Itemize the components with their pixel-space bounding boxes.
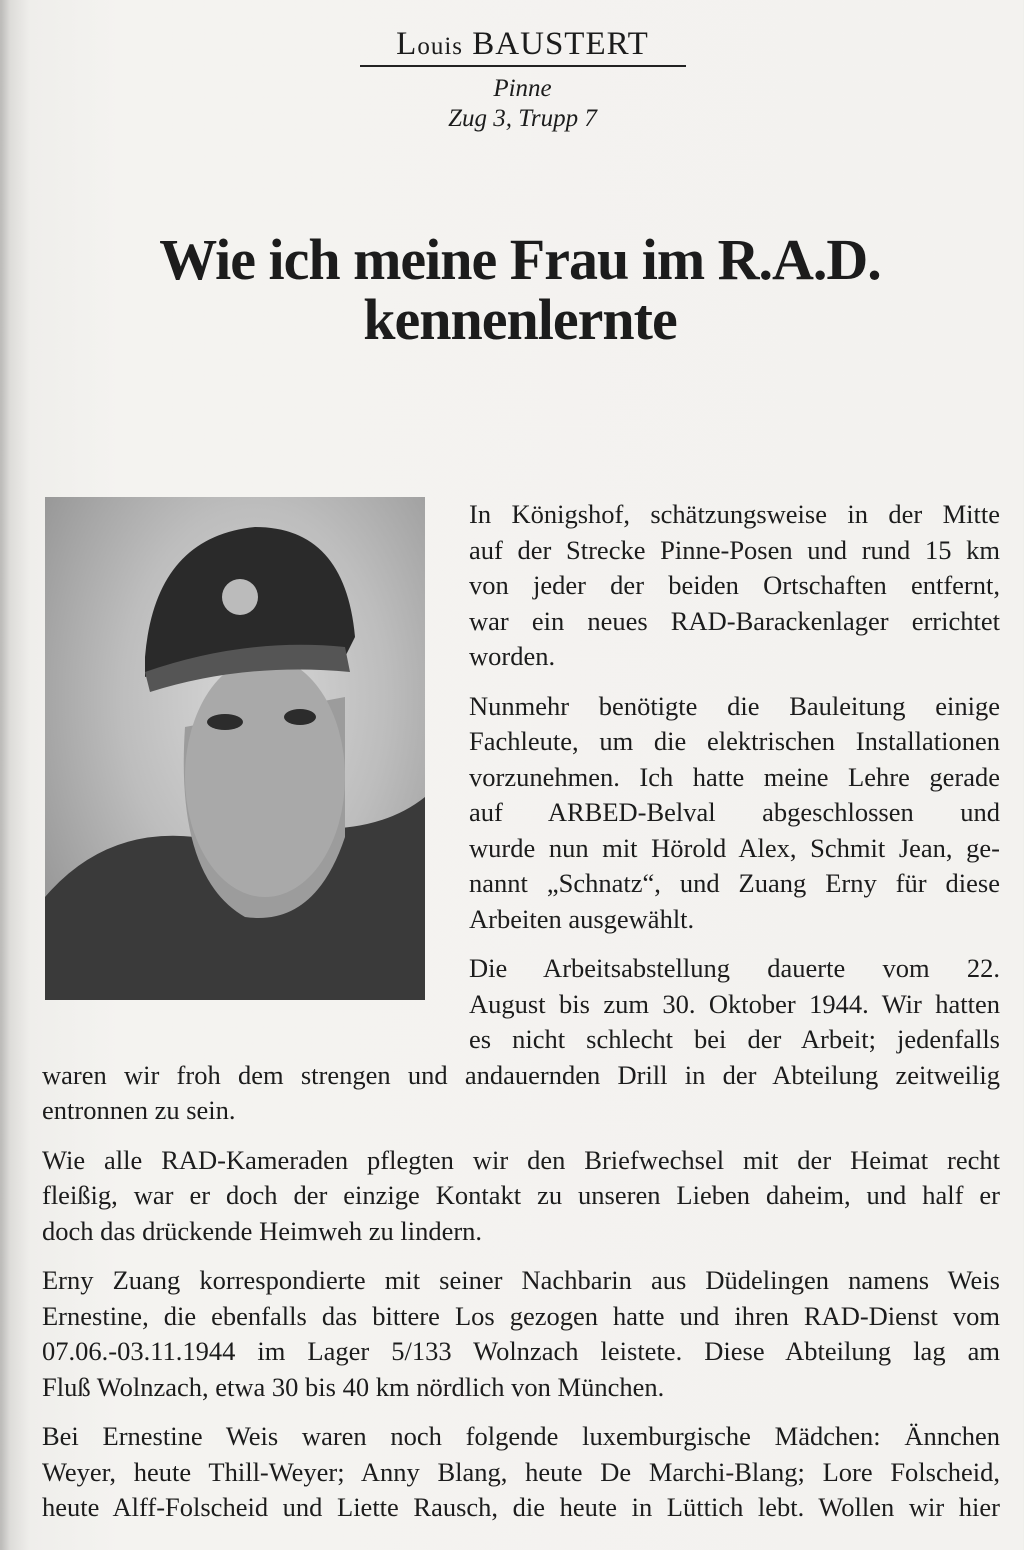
text-line: nannt „Schnatz“, und Zuang Erny für diese xyxy=(469,868,1000,898)
text-line: doch das drückende Heimweh zu lindern. xyxy=(42,1215,483,1246)
text-line: wurde nun mit Hörold Alex, Schmit Jean, ge- xyxy=(469,832,1000,863)
text-line: war ein neues RAD-Barackenlager errichtet xyxy=(469,605,1000,636)
author-name: Louis BAUSTERT xyxy=(396,26,649,62)
unit: Zug 3, Trupp 7 xyxy=(448,105,597,132)
paragraph-5 xyxy=(42,1263,1000,1405)
text-line: Die Arbeitsabstellung dauerte vom 22. xyxy=(469,953,1000,983)
text-line: Wie alle RAD-Kameraden pflegten wir den Briefwechsel mit der Heimat recht xyxy=(42,1144,1000,1175)
text-line: Fluß Wolnzach, etwa 30 bis 40 km nördlich von München. xyxy=(42,1371,665,1402)
text-line: Bei Ernestine Weis waren noch folgende luxemburgische Mädchen: Ännchen xyxy=(42,1421,1000,1451)
text-line: August bis zum 30. Oktober 1944. Wir hatten xyxy=(469,988,1000,1019)
article-body xyxy=(42,497,1000,1540)
text-line: Arbeiten ausgewählt. xyxy=(469,903,695,934)
text-line: vorzunehmen. Ich hatte meine Lehre gerade xyxy=(469,761,1000,792)
text-line: Fachleute, um die elektrischen Installationen xyxy=(469,726,1000,756)
text-line: worden. xyxy=(469,641,556,671)
place: Pinne xyxy=(493,75,552,102)
portrait-photo xyxy=(45,497,425,1000)
text-line: von jeder der beiden Ortschaften entfernt, xyxy=(469,570,1000,600)
text-line: waren wir froh dem strengen und andauernden Drill in der Abteilung zeitweilig xyxy=(42,1059,1000,1090)
header-rule xyxy=(360,65,686,67)
text-line: In Königshof, schätzungsweise in der Mitte xyxy=(469,499,1000,529)
text-line: entronnen zu sein. xyxy=(42,1095,236,1125)
text-line: Nunmehr benötigte die Bauleitung einige xyxy=(469,690,1000,721)
text-line: auf ARBED-Belval abgeschlossen und xyxy=(469,797,1000,827)
text-line: auf der Strecke Pinne-Posen und rund 15 km xyxy=(469,534,1000,565)
text-line: 07.06.-03.11.1944 im Lager 5/133 Wolnzach leistete. Diese Abteilung lag am xyxy=(42,1336,1000,1366)
article-title: Wie ich meine Frau im R.A.D. kennenlernte xyxy=(159,227,881,352)
paragraph-6 xyxy=(42,1419,1000,1526)
text-line: Weyer, heute Thill-Weyer; Anny Blang, heute De Marchi-Blang; Lore Folscheid, xyxy=(42,1456,1000,1487)
text-line: Ernestine, die ebenfalls das bittere Los gezogen hatte und ihren RAD-Dienst vom xyxy=(42,1300,1000,1331)
text-line: Erny Zuang korrespondierte mit seiner Nachbarin aus Düdelingen namens Weis xyxy=(42,1265,1000,1295)
text-line: fleißig, war er doch der einzige Kontakt zu unseren Lieben daheim, und half er xyxy=(42,1180,1000,1210)
paragraph-4 xyxy=(42,1143,1000,1250)
text-line: heute Alff-Folscheid und Liette Rausch, die heute in Lüttich lebt. Wollen wir hier xyxy=(42,1492,1000,1522)
text-line: es nicht schlecht bei der Arbeit; jedenfalls xyxy=(469,1024,1000,1054)
